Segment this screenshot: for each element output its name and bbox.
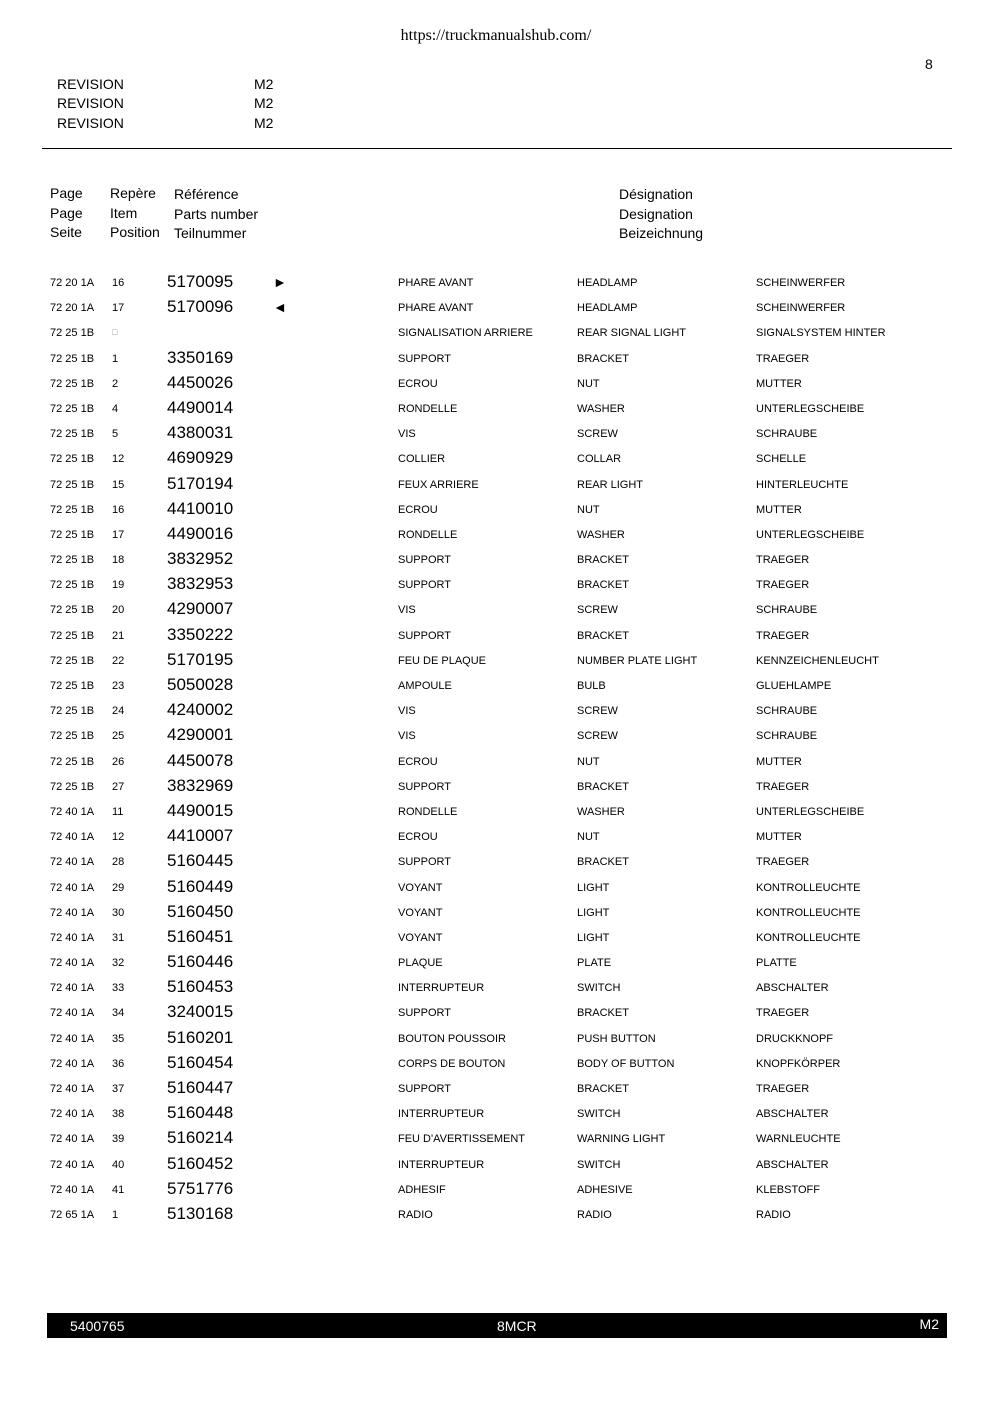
row-designation-en: WASHER — [577, 528, 625, 541]
row-designation-en: REAR LIGHT — [577, 478, 644, 491]
row-designation-en: BRACKET — [577, 579, 629, 592]
row-designation-fr: ECROU — [398, 755, 438, 768]
row-designation-en: WASHER — [577, 402, 625, 415]
row-item: 26 — [112, 755, 125, 768]
column-header-designation — [619, 185, 703, 244]
row-designation-de: UNTERLEGSCHEIBE — [756, 805, 865, 818]
row-part-number: 5160447 — [167, 1078, 234, 1097]
row-item: 40 — [112, 1158, 125, 1171]
revision-value: M2 — [254, 115, 274, 131]
header-line: Référence — [174, 186, 239, 202]
row-page: 72 40 1A — [50, 1083, 95, 1095]
row-page: 72 25 1B — [50, 478, 95, 491]
row-designation-de: KONTROLLEUCHTE — [756, 906, 861, 919]
row-designation-en: BRACKET — [577, 1083, 629, 1095]
table-row — [0, 1179, 992, 1204]
table-row — [0, 625, 992, 650]
page-number: 8 — [925, 56, 933, 72]
row-item: 41 — [112, 1183, 125, 1196]
row-part-number: 4410010 — [167, 498, 234, 518]
row-designation-fr: PHARE AVANT — [398, 277, 474, 289]
row-item: 1 — [112, 352, 119, 365]
row-designation-en: BRACKET — [577, 629, 629, 642]
row-part-number: 5160453 — [167, 977, 234, 997]
row-item: 17 — [112, 528, 125, 541]
table-row — [0, 1154, 992, 1179]
row-designation-de: MUTTER — [756, 377, 802, 390]
table-row — [0, 549, 992, 574]
row-designation-en: NUT — [577, 831, 600, 844]
row-designation-de: UNTERLEGSCHEIBE — [756, 402, 865, 415]
row-designation-fr: RONDELLE — [398, 402, 458, 415]
row-designation-de: ABSCHALTER — [756, 982, 829, 995]
row-designation-en: BRACKET — [577, 1007, 629, 1020]
row-part-number: 5160201 — [167, 1027, 234, 1047]
row-page: 72 25 1B — [50, 402, 95, 415]
row-designation-de: TRAEGER — [756, 579, 810, 592]
row-page: 72 40 1A — [50, 906, 95, 919]
revision-label: REVISION — [57, 115, 124, 131]
row-item: 25 — [112, 730, 125, 743]
row-designation-de: SIGNALSYSTEM HINTER — [756, 327, 886, 340]
row-designation-fr: RADIO — [398, 1208, 433, 1221]
row-part-number: 4450026 — [167, 372, 234, 392]
row-part-number: 5160445 — [167, 851, 234, 871]
row-part-number: 5160448 — [167, 1103, 234, 1123]
row-designation-de: SCHRAUBE — [756, 730, 818, 743]
row-designation-de: DRUCKKNOPF — [756, 1032, 834, 1045]
row-designation-fr: SUPPORT — [398, 554, 451, 567]
row-designation-fr: COLLIER — [398, 453, 446, 466]
row-part-number: 4690929 — [167, 448, 234, 468]
header-line: Désignation — [619, 186, 693, 202]
row-designation-fr: SUPPORT — [398, 352, 451, 365]
row-designation-fr: SUPPORT — [398, 1083, 451, 1095]
row-designation-en: ADHESIVE — [577, 1183, 633, 1196]
row-designation-de: PLATTE — [756, 957, 797, 970]
row-designation-en: PLATE — [577, 957, 612, 970]
table-row — [0, 801, 992, 826]
row-page: 72 25 1B — [50, 654, 95, 667]
row-item: □ — [112, 327, 118, 338]
row-designation-en: SCREW — [577, 705, 618, 718]
header-line: Page — [50, 185, 83, 201]
row-page: 72 40 1A — [50, 1158, 95, 1171]
header-line: Repère — [110, 185, 156, 201]
table-row — [0, 423, 992, 448]
row-page: 72 25 1B — [50, 352, 95, 365]
table-row — [0, 650, 992, 675]
table-row — [0, 448, 992, 473]
row-designation-de: MUTTER — [756, 503, 802, 516]
table-row — [0, 1002, 992, 1027]
row-designation-fr: SUPPORT — [398, 780, 451, 793]
row-designation-en: NUT — [577, 503, 600, 516]
row-item: 19 — [112, 579, 125, 592]
row-page: 72 40 1A — [50, 931, 95, 944]
row-designation-de: SCHEINWERFER — [756, 277, 846, 289]
row-designation-en: COLLAR — [577, 453, 622, 466]
row-page: 72 40 1A — [50, 1183, 95, 1196]
row-designation-fr: AMPOULE — [398, 680, 452, 692]
row-item: 39 — [112, 1133, 125, 1146]
row-designation-fr: RONDELLE — [398, 805, 458, 818]
row-item: 15 — [112, 478, 125, 491]
row-designation-en: SWITCH — [577, 1108, 621, 1121]
row-designation-en: REAR SIGNAL LIGHT — [577, 327, 687, 340]
row-designation-en: SCREW — [577, 604, 618, 617]
row-item: 12 — [112, 453, 125, 466]
row-designation-en: WASHER — [577, 805, 625, 818]
row-designation-fr: ECROU — [398, 503, 438, 516]
row-designation-de: RADIO — [756, 1208, 791, 1221]
row-page: 72 20 1A — [50, 302, 95, 315]
row-page: 72 25 1B — [50, 680, 95, 692]
row-designation-fr: PLAQUE — [398, 957, 443, 970]
header-line: Parts number — [174, 205, 259, 222]
row-designation-en: LIGHT — [577, 881, 610, 894]
row-item: 37 — [112, 1083, 125, 1095]
header-line: Position — [110, 224, 160, 240]
row-item: 5 — [112, 428, 119, 441]
row-page: 72 25 1B — [50, 579, 95, 592]
row-item: 16 — [112, 503, 125, 516]
row-part-number: 4410007 — [167, 826, 234, 846]
source-url: https://truckmanualshub.com/ — [400, 27, 592, 44]
row-page: 72 40 1A — [50, 1057, 95, 1070]
row-page: 72 25 1B — [50, 604, 95, 617]
row-item: 1 — [112, 1208, 119, 1221]
header-line: Designation — [619, 205, 693, 222]
row-designation-fr: SIGNALISATION ARRIERE — [398, 327, 533, 340]
table-row — [0, 574, 992, 599]
row-page: 72 25 1B — [50, 503, 95, 516]
row-designation-fr: SUPPORT — [398, 579, 451, 592]
row-part-number: 5160450 — [167, 901, 234, 921]
row-part-number: 5160449 — [167, 876, 234, 896]
row-item: 12 — [112, 831, 125, 844]
row-part-number: 3832969 — [167, 775, 234, 795]
footer-bar — [47, 1313, 947, 1338]
row-designation-fr: CORPS DE BOUTON — [398, 1057, 506, 1070]
row-designation-en: SWITCH — [577, 1158, 621, 1171]
table-row — [0, 902, 992, 927]
row-designation-fr: SUPPORT — [398, 629, 451, 642]
row-designation-fr: BOUTON POUSSOIR — [398, 1032, 506, 1045]
row-item: 23 — [112, 680, 125, 692]
revision-value: M2 — [254, 95, 274, 111]
row-designation-de: ABSCHALTER — [756, 1108, 829, 1121]
table-row — [0, 851, 992, 876]
row-designation-fr: VOYANT — [398, 881, 443, 894]
header-divider — [42, 148, 952, 149]
row-designation-fr: VIS — [398, 604, 416, 617]
row-designation-de: TRAEGER — [756, 629, 810, 642]
table-row — [0, 1028, 992, 1053]
row-designation-en: WARNING LIGHT — [577, 1133, 666, 1146]
row-page: 72 40 1A — [50, 881, 95, 894]
row-part-number: 5160451 — [167, 926, 234, 946]
row-part-number: 4490015 — [167, 800, 234, 820]
footer-model-code: 8MCR — [497, 1318, 537, 1334]
row-item: 22 — [112, 654, 125, 667]
row-part-number: 3350222 — [167, 624, 234, 644]
table-row — [0, 474, 992, 499]
revision-label: REVISION — [57, 76, 124, 92]
row-designation-en: BRACKET — [577, 352, 629, 365]
table-row — [0, 322, 992, 347]
row-designation-en: SCREW — [577, 428, 618, 441]
row-item: 28 — [112, 856, 125, 869]
row-designation-de: TRAEGER — [756, 352, 810, 365]
table-row — [0, 1128, 992, 1153]
row-item: 24 — [112, 705, 125, 718]
row-designation-de: SCHEINWERFER — [756, 302, 846, 315]
row-designation-de: MUTTER — [756, 831, 802, 844]
row-part-number: 5160214 — [167, 1128, 234, 1148]
row-item: 18 — [112, 554, 125, 567]
row-item: 16 — [112, 277, 125, 289]
row-part-number: 5170195 — [167, 649, 234, 669]
table-row — [0, 977, 992, 1002]
row-page: 72 40 1A — [50, 1108, 95, 1121]
table-row — [0, 776, 992, 801]
table-row — [0, 297, 992, 322]
row-part-number: 4490014 — [167, 397, 234, 417]
table-row — [0, 751, 992, 776]
row-part-number: 5160452 — [167, 1153, 234, 1173]
row-item: 11 — [112, 805, 124, 818]
footer-revision: M2 — [919, 1316, 939, 1332]
row-item: 33 — [112, 982, 125, 995]
row-part-number: 3240015 — [167, 1002, 234, 1022]
row-part-number: 5160446 — [167, 952, 234, 972]
row-designation-fr: ECROU — [398, 831, 438, 844]
row-designation-de: KONTROLLEUCHTE — [756, 881, 861, 894]
table-row — [0, 1204, 992, 1229]
row-designation-de: UNTERLEGSCHEIBE — [756, 528, 865, 541]
row-designation-en: BULB — [577, 680, 606, 692]
row-part-number: 3832953 — [167, 574, 234, 594]
row-designation-de: KNOPFKÖRPER — [756, 1057, 841, 1070]
row-designation-de: SCHRAUBE — [756, 705, 818, 718]
row-page: 72 65 1A — [50, 1208, 95, 1221]
row-designation-fr: VIS — [398, 730, 416, 743]
table-row — [0, 952, 992, 977]
row-page: 72 20 1A — [50, 277, 95, 289]
row-part-number: 4450078 — [167, 750, 234, 770]
row-designation-en: BRACKET — [577, 856, 629, 869]
row-designation-en: NUT — [577, 377, 600, 390]
row-designation-de: WARNLEUCHTE — [756, 1133, 841, 1146]
row-part-number: 5170194 — [167, 473, 234, 493]
row-page: 72 25 1B — [50, 453, 95, 466]
row-designation-fr: FEUX ARRIERE — [398, 478, 479, 491]
row-designation-en: HEADLAMP — [577, 302, 638, 315]
row-page: 72 25 1B — [50, 705, 95, 718]
table-row — [0, 524, 992, 549]
row-item: 38 — [112, 1108, 125, 1121]
header-line: Seite — [50, 224, 82, 240]
row-item: 20 — [112, 604, 125, 617]
row-item: 31 — [112, 931, 125, 944]
row-designation-en: PUSH BUTTON — [577, 1032, 656, 1045]
row-part-number: 4290001 — [167, 725, 234, 745]
table-row — [0, 826, 992, 851]
table-row — [0, 272, 992, 297]
header-line: Page — [50, 204, 83, 221]
row-designation-de: TRAEGER — [756, 554, 810, 567]
table-row — [0, 599, 992, 624]
row-part-number: 5130168 — [167, 1203, 234, 1223]
table-row — [0, 927, 992, 952]
row-page: 72 40 1A — [50, 957, 95, 970]
row-designation-de: GLUEHLAMPE — [756, 680, 832, 692]
row-designation-de: KENNZEICHENLEUCHT — [756, 654, 879, 667]
row-designation-fr: FEU DE PLAQUE — [398, 654, 487, 667]
row-designation-fr: FEU D'AVERTISSEMENT — [398, 1133, 525, 1146]
row-page: 72 25 1B — [50, 377, 95, 390]
row-page: 72 25 1B — [50, 327, 95, 340]
row-part-number: 5170095 — [167, 272, 234, 291]
row-page: 72 25 1B — [50, 730, 95, 743]
table-row — [0, 877, 992, 902]
row-designation-de: SCHELLE — [756, 453, 807, 466]
row-page: 72 25 1B — [50, 780, 95, 793]
row-designation-fr: VIS — [398, 428, 416, 441]
row-page: 72 40 1A — [50, 1032, 95, 1045]
row-part-number: 3350169 — [167, 347, 234, 367]
row-designation-de: HINTERLEUCHTE — [756, 478, 849, 491]
row-designation-fr: SUPPORT — [398, 1007, 451, 1020]
row-designation-en: BRACKET — [577, 554, 629, 567]
row-item: 2 — [112, 377, 119, 390]
table-row — [0, 675, 992, 700]
row-part-number: 4380031 — [167, 423, 234, 443]
row-designation-de: SCHRAUBE — [756, 604, 818, 617]
row-designation-de: TRAEGER — [756, 780, 810, 793]
row-item: 29 — [112, 881, 125, 894]
row-page: 72 25 1B — [50, 629, 95, 642]
row-designation-de: SCHRAUBE — [756, 428, 818, 441]
row-designation-de: KLEBSTOFF — [756, 1183, 820, 1196]
row-designation-en: BODY OF BUTTON — [577, 1057, 675, 1070]
row-part-number: 4240002 — [167, 700, 234, 720]
row-part-number: 5170096 — [167, 297, 234, 317]
table-row — [0, 700, 992, 725]
row-designation-fr: RONDELLE — [398, 528, 458, 541]
row-designation-de: KONTROLLEUCHTE — [756, 931, 861, 944]
row-page: 72 40 1A — [50, 805, 95, 818]
row-designation-de: TRAEGER — [756, 1007, 810, 1020]
table-row — [0, 373, 992, 398]
row-designation-fr: SUPPORT — [398, 856, 451, 869]
row-designation-fr: INTERRUPTEUR — [398, 982, 485, 995]
row-page: 72 40 1A — [50, 1133, 95, 1146]
row-designation-fr: VOYANT — [398, 906, 443, 919]
revision-label: REVISION — [57, 95, 124, 111]
row-page: 72 25 1B — [50, 554, 95, 567]
row-designation-en: HEADLAMP — [577, 277, 638, 289]
row-designation-fr: ECROU — [398, 377, 438, 390]
row-marker: ► — [273, 274, 287, 290]
table-row — [0, 1078, 992, 1103]
row-designation-en: RADIO — [577, 1208, 612, 1221]
row-designation-de: MUTTER — [756, 755, 802, 768]
row-page: 72 40 1A — [50, 1007, 95, 1020]
row-designation-fr: PHARE AVANT — [398, 302, 474, 315]
row-part-number: 3832952 — [167, 549, 234, 569]
row-item: 30 — [112, 906, 125, 919]
row-item: 36 — [112, 1057, 125, 1070]
header-line: Beizeichnung — [619, 225, 704, 241]
table-row — [0, 725, 992, 750]
row-part-number: 5751776 — [167, 1178, 234, 1198]
row-designation-en: BRACKET — [577, 780, 629, 793]
row-designation-de: ABSCHALTER — [756, 1158, 829, 1171]
row-item: 17 — [112, 302, 125, 315]
row-designation-fr: VOYANT — [398, 931, 443, 944]
row-item: 27 — [112, 780, 125, 793]
row-part-number: 4290007 — [167, 599, 234, 619]
row-designation-en: NUMBER PLATE LIGHT — [577, 654, 698, 667]
row-item: 35 — [112, 1032, 125, 1045]
row-marker: ◄ — [273, 299, 287, 316]
header-line: Teilnummer — [174, 225, 247, 241]
row-page: 72 40 1A — [50, 982, 95, 995]
table-row — [0, 348, 992, 373]
row-item: 32 — [112, 957, 125, 970]
row-designation-en: NUT — [577, 755, 600, 768]
row-part-number: 5160454 — [167, 1052, 234, 1072]
row-designation-en: SWITCH — [577, 982, 621, 995]
parts-table — [0, 272, 992, 1229]
row-part-number: 4490016 — [167, 523, 234, 543]
table-row — [0, 1053, 992, 1078]
table-row — [0, 1103, 992, 1128]
table-row — [0, 398, 992, 423]
column-header-page — [50, 184, 83, 243]
header-line: Item — [110, 204, 138, 221]
row-page: 72 25 1B — [50, 528, 95, 541]
row-page: 72 25 1B — [50, 755, 95, 768]
revision-value: M2 — [254, 76, 274, 92]
row-page: 72 25 1B — [50, 428, 95, 441]
row-designation-fr: INTERRUPTEUR — [398, 1158, 485, 1171]
row-designation-fr: VIS — [398, 705, 416, 718]
row-item: 34 — [112, 1007, 125, 1020]
row-item: 4 — [112, 402, 119, 415]
row-designation-fr: INTERRUPTEUR — [398, 1108, 485, 1121]
footer-document-number: 5400765 — [70, 1318, 125, 1334]
row-designation-de: TRAEGER — [756, 1083, 810, 1095]
column-header-item — [110, 184, 160, 243]
row-page: 72 40 1A — [50, 856, 95, 869]
row-item: 21 — [112, 629, 125, 642]
row-designation-de: TRAEGER — [756, 856, 810, 869]
row-designation-en: LIGHT — [577, 931, 610, 944]
table-row — [0, 499, 992, 524]
row-part-number: 5050028 — [167, 675, 234, 694]
row-designation-fr: ADHESIF — [398, 1183, 446, 1196]
row-designation-en: LIGHT — [577, 906, 610, 919]
row-page: 72 40 1A — [50, 831, 95, 844]
row-designation-en: SCREW — [577, 730, 618, 743]
column-header-reference — [174, 185, 258, 244]
